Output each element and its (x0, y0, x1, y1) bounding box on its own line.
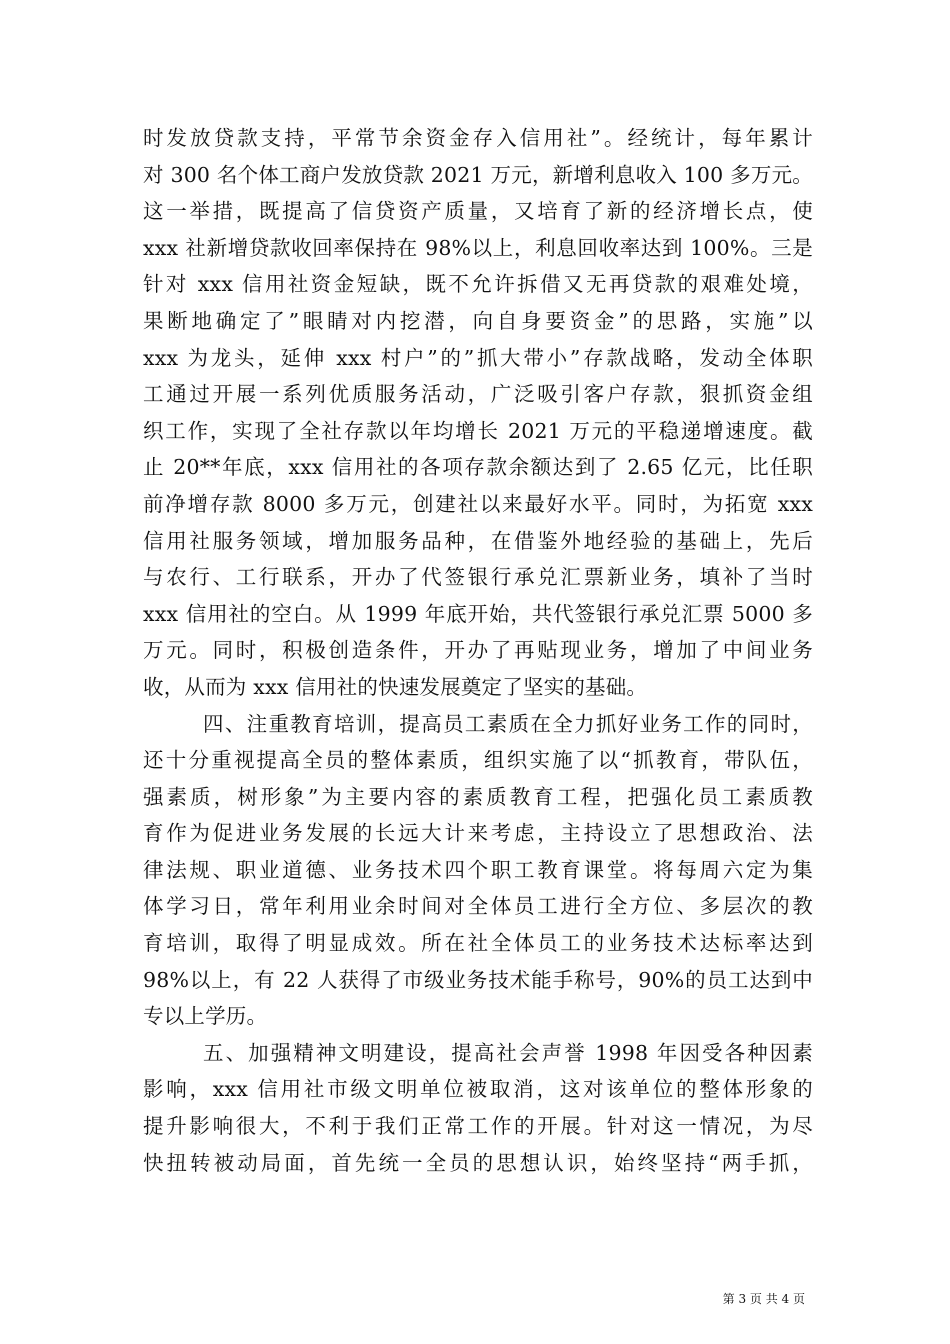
text-line: 收，从而为 xxx 信用社的快速发展奠定了坚实的基础。 (143, 674, 648, 699)
text-line: 提升影响很大，不利于我们正常工作的开展。针对这一情况，为尽 (143, 1114, 813, 1139)
text-line: 专以上学历。 (143, 1004, 268, 1029)
text-line: xxx 社新增贷款收回率保持在 98%以上，利息回收率达到 100%。三是 (143, 235, 813, 260)
page-number: 第 3 页 共 4 页 (722, 1292, 805, 1306)
page-footer (0, 1290, 950, 1307)
text-line: 体学习日，常年利用业余时间对全体员工进行全方位、多层次的教 (143, 894, 813, 919)
paragraph-heading-line: 五、加强精神文明建设，提高社会声誉 1998 年因受各种因素 (203, 1040, 813, 1065)
text-line: 果断地确定了”眼睛对内挖潜，向自身要资金”的思路，实施”以 (143, 308, 813, 333)
text-line: 育作为促进业务发展的长远大计来考虑，主持设立了思想政治、法 (143, 821, 813, 846)
text-line: xxx 为龙头，延伸 xxx 村户”的”抓大带小”存款战略，发动全体职 (143, 345, 813, 370)
text-line: 止 20**年底，xxx 信用社的各项存款余额达到了 2.65 亿元，比任职 (143, 455, 813, 480)
text-line: 前净增存款 8000 多万元，创建社以来最好水平。同时，为拓宽 xxx (143, 491, 813, 516)
text-line: 这一举措，既提高了信贷资产质量，又培育了新的经济增长点，使 (143, 199, 813, 224)
text-line: 育培训，取得了明显成效。所在社全体员工的业务技术达标率达到 (143, 931, 813, 956)
text-line: 对 300 名个体工商户发放贷款 2021 万元，新增利息收入 100 多万元。 (143, 162, 813, 187)
text-line: xxx 信用社的空白。从 1999 年底开始，共代签银行承兑汇票 5000 多 (143, 601, 813, 626)
text-line: 律法规、职业道德、业务技术四个职工教育课堂。将每周六定为集 (143, 857, 813, 882)
text-line: 98%以上，有 22 人获得了市级业务技术能手称号，90%的员工达到中 (143, 967, 813, 992)
text-line: 针对 xxx 信用社资金短缺，既不允许拆借又无再贷款的艰难处境， (143, 272, 813, 297)
body-text (143, 120, 813, 1181)
text-line: 与农行、工行联系，开办了代签银行承兑汇票新业务，填补了当时 (143, 565, 813, 590)
text-line: 工通过开展一系列优质服务活动，广泛吸引客户存款，狠抓资金组 (143, 382, 813, 407)
text-line: 快扭转被动局面，首先统一全员的思想认识，始终坚持“两手抓， (143, 1150, 813, 1175)
text-line: 强素质，树形象”为主要内容的素质教育工程，把强化员工素质教 (143, 784, 813, 809)
text-line: 织工作，实现了全社存款以年均增长 2021 万元的平稳递增速度。截 (143, 418, 813, 443)
text-line: 影响，xxx 信用社市级文明单位被取消，这对该单位的整体形象的 (143, 1077, 813, 1102)
text-line: 还十分重视提高全员的整体素质，组织实施了以“抓教育，带队伍， (143, 748, 813, 773)
text-line: 时发放贷款支持，平常节余资金存入信用社”。经统计，每年累计 (143, 126, 813, 150)
text-line: 万元。同时，积极创造条件，开办了再贴现业务，增加了中间业务 (143, 638, 813, 663)
paragraph-heading-line: 四、注重教育培训，提高员工素质在全力抓好业务工作的同时， (203, 711, 813, 736)
text-line: 信用社服务领域，增加服务品种，在借鉴外地经验的基础上，先后 (143, 528, 813, 553)
